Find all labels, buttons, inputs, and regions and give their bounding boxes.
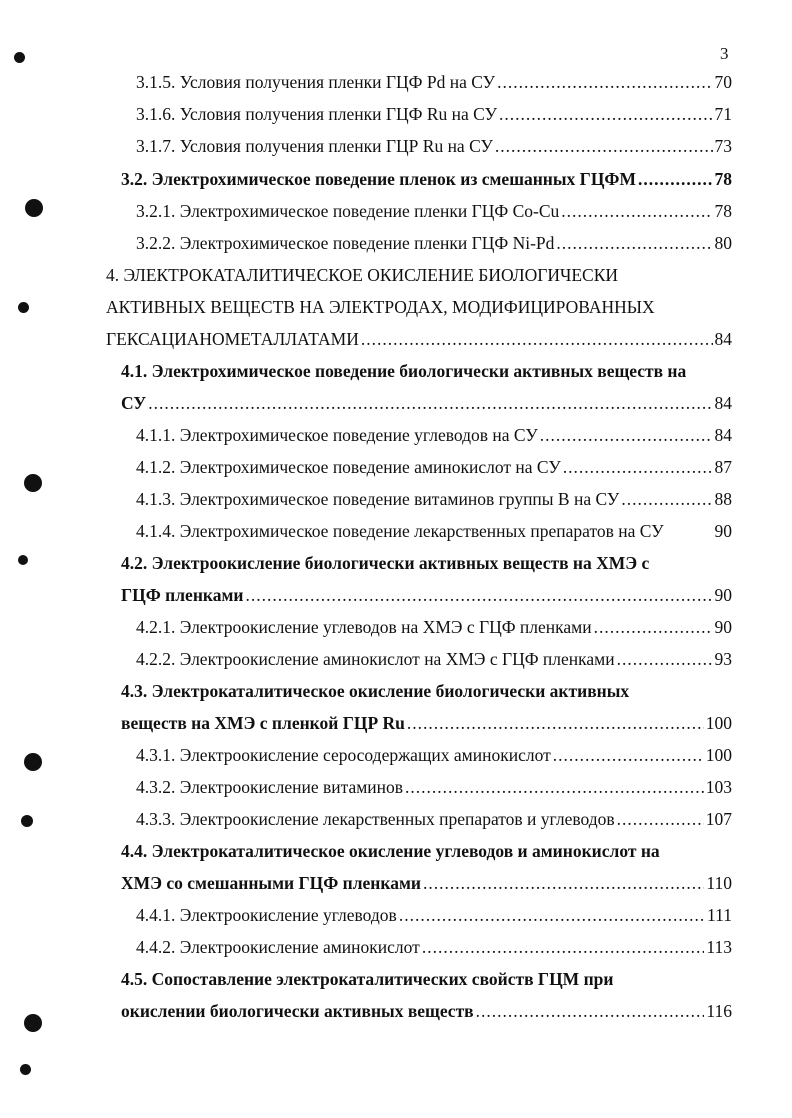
leader-dots [405, 777, 704, 798]
toc-entry [136, 649, 732, 670]
toc-entry-title: 3.1.7. Условия получения пленки ГЦР Ru на СУ [136, 136, 493, 156]
toc-entry-page: 71 [714, 104, 732, 124]
leader-dots [422, 937, 705, 958]
toc-section-title: 4.1. Электрохимическое поведение биологически активных веществ на [121, 361, 687, 381]
toc-section-entry [121, 1001, 732, 1022]
toc-entry [136, 905, 732, 926]
toc-chapter-title: АКТИВНЫХ ВЕЩЕСТВ НА ЭЛЕКТРОДАХ, МОДИФИЦИРОВАННЫХ [106, 297, 655, 317]
toc-section-entry [121, 873, 732, 894]
punch-hole [14, 52, 25, 63]
toc-entry-title: 4.1.1. Электрохимическое поведение углеводов на СУ [136, 425, 538, 445]
punch-hole [18, 302, 29, 313]
toc-entry-title: 4.1.3. Электрохимическое поведение витаминов группы В на СУ [136, 489, 620, 509]
toc-entry [136, 425, 732, 446]
leader-dots [476, 1001, 705, 1022]
toc-entry-title: 4.3.3. Электроокисление лекарственных препаратов и углеводов [136, 809, 615, 829]
toc-entry-title: 4.1.4. Электрохимическое поведение лекарственных препаратов на СУ [136, 521, 664, 541]
toc-entry-page: 78 [714, 201, 732, 221]
toc-entry-page: 113 [706, 937, 732, 957]
toc-entry [136, 809, 732, 830]
punch-hole [24, 1014, 42, 1032]
leader-dots [495, 136, 713, 157]
punch-hole [18, 555, 28, 565]
toc-entry-title: ХМЭ со смешанными ГЦФ пленками [121, 873, 421, 893]
toc-entry [136, 521, 732, 542]
leader-dots [556, 233, 712, 254]
leader-dots [617, 809, 704, 830]
toc-entry-page: 90 [714, 585, 732, 605]
toc-entry-title: ГЦФ пленками [121, 585, 244, 605]
page-number: 3 [720, 44, 729, 63]
toc-entry-title: 4.1.2. Электрохимическое поведение аминокислот на СУ [136, 457, 561, 477]
toc-entry-page: 80 [714, 233, 732, 253]
toc-entry [136, 136, 732, 157]
leader-dots [423, 873, 704, 894]
toc-chapter-title: 4. ЭЛЕКТРОКАТАЛИТИЧЕСКОЕ ОКИСЛЕНИЕ БИОЛОГИЧЕСКИ [106, 265, 619, 285]
toc-entry [136, 777, 732, 798]
toc-entry [136, 104, 732, 125]
toc-entry [136, 457, 732, 478]
toc-entry-title: 4.2.2. Электроокисление аминокислот на ХМЭ с ГЦФ пленками [136, 649, 615, 669]
toc-section-entry [121, 585, 732, 606]
toc-entry-page: 111 [707, 905, 732, 925]
toc-section-entry [121, 393, 732, 414]
toc-entry-title: СУ [121, 393, 147, 413]
punch-hole [25, 199, 43, 217]
leader-dots [563, 457, 713, 478]
toc-entry-page: 116 [706, 1001, 732, 1021]
toc-entry-title: 3.2. Электрохимическое поведение пленок из смешанных ГЦФМ [121, 169, 636, 189]
toc-entry-title: 4.3.2. Электроокисление витаминов [136, 777, 404, 797]
toc-entry-title: 3.2.2. Электрохимическое поведение пленки ГЦФ Ni-Pd [136, 233, 555, 253]
toc-chapter-entry [106, 329, 732, 350]
toc-section-entry [121, 169, 732, 190]
toc-entry-title: 3.1.5. Условия получения пленки ГЦФ Pd на СУ [136, 72, 496, 92]
leader-dots [148, 393, 712, 414]
toc-entry-page: 70 [714, 72, 732, 92]
leader-dots [553, 745, 704, 766]
toc-entry [136, 233, 732, 254]
toc-entry-title: окислении биологически активных веществ [121, 1001, 474, 1021]
leader-dots [499, 104, 713, 125]
leader-dots [561, 201, 712, 222]
toc-section-entry [121, 713, 732, 734]
leader-dots [361, 329, 713, 350]
leader-dots [594, 617, 713, 638]
toc-entry-title: веществ на ХМЭ с пленкой ГЦР Ru [121, 713, 405, 733]
leader-dots [399, 905, 705, 926]
toc-entry-page: 84 [714, 329, 732, 349]
toc-entry-page: 103 [705, 777, 732, 797]
toc-section-title: 4.4. Электрокаталитическое окисление углеводов и аминокислот на [121, 841, 660, 861]
leader-dots [617, 649, 713, 670]
toc-entry-page: 93 [714, 649, 732, 669]
toc-entry-page: 88 [714, 489, 732, 509]
toc-entry-title: 4.2.1. Электроокисление углеводов на ХМЭ с ГЦФ пленками [136, 617, 592, 637]
toc-entry-title: 3.2.1. Электрохимическое поведение пленки ГЦФ Co-Cu [136, 201, 560, 221]
toc-entry [136, 617, 732, 638]
toc-entry [136, 72, 732, 93]
toc-entry-page: 110 [706, 873, 732, 893]
leader-dots [497, 72, 712, 93]
toc-entry [136, 937, 732, 958]
toc-entry-title: 4.3.1. Электроокисление серосодержащих аминокислот [136, 745, 551, 765]
toc-entry-title: ГЕКСАЦИАНОМЕТАЛЛАТАМИ [106, 329, 359, 349]
toc-entry-page: 87 [714, 457, 732, 477]
toc-entry-page: 84 [714, 425, 732, 445]
toc-entry [136, 745, 732, 766]
toc-entry-title: 4.4.1. Электроокисление углеводов [136, 905, 397, 925]
toc-section-title: 4.5. Сопоставление электрокаталитических свойств ГЦМ при [121, 969, 614, 989]
leader-dots [245, 585, 712, 606]
leader-dots [407, 713, 704, 734]
toc-entry [136, 489, 732, 510]
punch-hole [20, 1064, 31, 1075]
toc-entry-page: 84 [714, 393, 732, 413]
toc-entry-page: 100 [705, 745, 732, 765]
leader-dots [540, 425, 713, 446]
punch-hole [24, 753, 42, 771]
toc-entry-page: 90 [714, 617, 732, 637]
toc-entry-page: 90 [714, 521, 732, 541]
toc-entry-page: 100 [705, 713, 732, 733]
toc-entry-page: 73 [714, 136, 732, 156]
leader-dots [621, 489, 712, 510]
toc-entry-title: 3.1.6. Условия получения пленки ГЦФ Ru на СУ [136, 104, 497, 124]
punch-hole [21, 815, 33, 827]
toc-entry-page: 107 [705, 809, 732, 829]
punch-hole [24, 474, 42, 492]
toc-section-title: 4.2. Электроокисление биологически активных веществ на ХМЭ с [121, 553, 650, 573]
leader-dots [638, 169, 713, 190]
toc-section-title: 4.3. Электрокаталитическое окисление биологически активных [121, 681, 630, 701]
toc-entry-title: 4.4.2. Электроокисление аминокислот [136, 937, 420, 957]
toc-entry-page: 78 [714, 169, 732, 189]
toc-entry [136, 201, 732, 222]
